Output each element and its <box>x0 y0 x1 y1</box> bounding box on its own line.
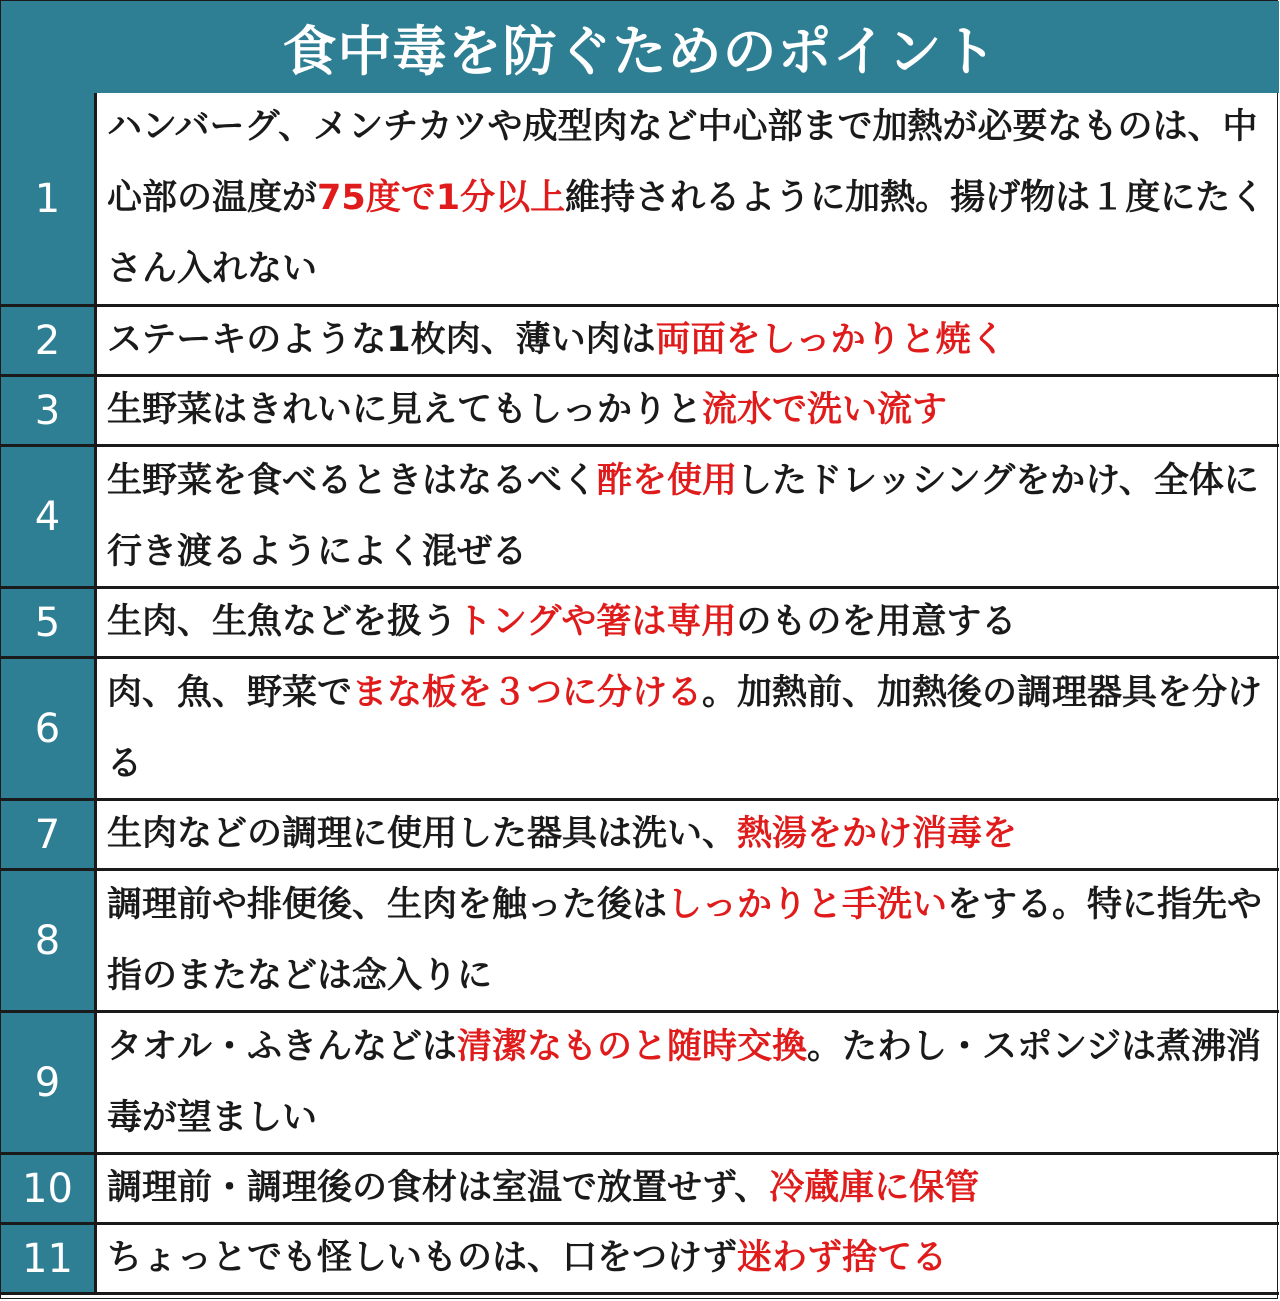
row-text <box>97 589 1279 659</box>
row-text <box>97 93 1279 307</box>
body-text: タオル・ふきんなどは <box>107 1026 458 1067</box>
body-text: 肉、魚、野菜で <box>107 672 353 713</box>
body-text: 生野菜はきれいに見えてもしっかりと <box>107 390 703 430</box>
row-number: 9 <box>1 1013 97 1155</box>
row-text <box>97 659 1279 801</box>
table-row <box>1 1155 1279 1225</box>
table-row <box>1 447 1279 589</box>
highlighted-text: 75度で1分以上 <box>317 178 566 218</box>
highlighted-text: 迷わず捨てる <box>737 1238 948 1278</box>
table-row <box>1 377 1279 447</box>
body-text: 調理前・調理後の食材は室温で放置せず、 <box>107 1168 770 1208</box>
table-row <box>1 307 1279 377</box>
row-text <box>97 1013 1279 1155</box>
highlighted-text: 流水で洗い流す <box>702 390 948 430</box>
body-text: ちょっとでも怪しいものは、口をつけず <box>107 1238 738 1278</box>
highlighted-text: まな板を３つに分ける <box>352 672 703 713</box>
row-number: 10 <box>1 1155 97 1225</box>
row-number: 3 <box>1 377 97 447</box>
table-row <box>1 589 1279 659</box>
body-text: 。加熱前、加熱後の調理器具を分ける <box>107 672 1263 784</box>
highlighted-text: 両面をしっかりと焼く <box>655 320 1006 360</box>
row-number: 11 <box>1 1225 97 1295</box>
table-row <box>1 871 1279 1013</box>
body-text: のものを用意する <box>736 602 1017 642</box>
row-number: 4 <box>1 447 97 589</box>
body-text: ハンバーグ、メンチカツや成型肉など中心部まで加熱が必要なものは、中心部の温度が <box>107 107 1258 218</box>
body-text: 生肉などの調理に使用した器具は洗い、 <box>107 814 738 854</box>
row-number: 7 <box>1 801 97 871</box>
row-text <box>97 1225 1279 1295</box>
highlighted-text: 清潔なものと随時交換 <box>457 1026 808 1067</box>
row-number: 6 <box>1 659 97 801</box>
row-text <box>97 307 1279 377</box>
body-text: ステーキのような1枚肉、薄い肉は <box>107 320 656 360</box>
body-text: 維持されるように加熱。揚げ物は１度にたくさん入れない <box>107 178 1266 289</box>
row-number: 5 <box>1 589 97 659</box>
highlighted-text: 酢を使用 <box>597 460 738 501</box>
body-text: 調理前や排便後、生肉を触った後は <box>107 884 668 925</box>
row-text <box>97 801 1279 871</box>
row-number: 2 <box>1 307 97 377</box>
row-text <box>97 1155 1279 1225</box>
body-text: 。たわし・スポンジは煮沸消毒が望ましい <box>107 1026 1262 1138</box>
row-number: 1 <box>1 93 97 307</box>
table-row <box>1 659 1279 801</box>
row-text <box>97 377 1279 447</box>
highlighted-text: しっかりと手洗い <box>667 884 948 925</box>
table-title: 食中毒を防ぐためのポイント <box>1 1 1279 93</box>
body-text: したドレッシングをかけ、全体に行き渡るようによく混ぜる <box>107 460 1259 572</box>
body-text: をする。特に指先や指のまたなどは念入りに <box>107 884 1263 996</box>
row-text <box>97 871 1279 1013</box>
table-row <box>1 1225 1279 1295</box>
body-text: 生野菜を食べるときはなるべく <box>107 460 598 501</box>
highlighted-text: トングや箸は専用 <box>457 602 737 642</box>
row-text <box>97 447 1279 589</box>
highlighted-text: 冷蔵庫に保管 <box>769 1168 980 1208</box>
row-number: 8 <box>1 871 97 1013</box>
highlighted-text: 熱湯をかけ消毒を <box>737 814 1018 854</box>
table-row <box>1 801 1279 871</box>
table-row <box>1 1013 1279 1155</box>
table-row <box>1 93 1279 307</box>
body-text: 生肉、生魚などを扱う <box>107 602 458 642</box>
